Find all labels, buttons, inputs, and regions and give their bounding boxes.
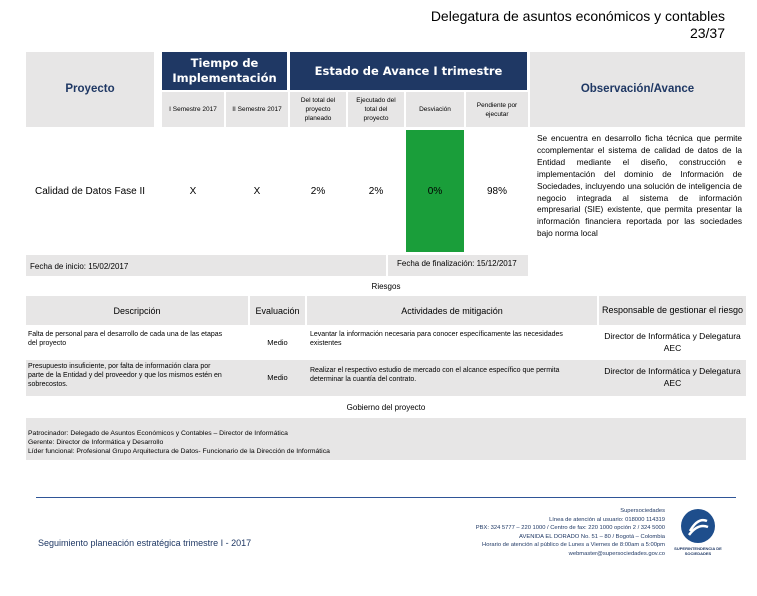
governance-sponsor: Patrocinador: Delegado de Asuntos Económicos y Contables – Director de Informática [28, 430, 288, 437]
footer-contact [420, 507, 665, 559]
sem1-header: I Semestre 2017 [162, 92, 224, 127]
risk-description-header: Descripción [26, 296, 248, 325]
logo-text: SUPERINTENDENCIA DE SOCIEDADES [674, 546, 722, 556]
risk-row-2-mitigation: Realizar el respectivo estudio de mercado con el alcance específico que permita determinar la cuantía del contrato. [310, 367, 560, 383]
document-header [431, 8, 725, 42]
status-header: Estado de Avance I trimestre [290, 52, 527, 90]
risk-responsible-header: Responsable de gestionar el riesgo [599, 296, 746, 325]
planned-header: Del total del proyecto planeado [290, 92, 346, 127]
supersociedades-logo-icon [681, 509, 715, 543]
risk-row-1-responsible: Director de Informática y Delegatura AEC [604, 331, 741, 353]
risk-evaluation-header: Evaluación [250, 296, 305, 325]
risks-title: Riesgos [26, 278, 746, 294]
observation-header: Observación/Avance [530, 52, 745, 127]
footer-pbx: PBX: 324 5777 – 220 1000 / Centro de fax: 220 1000 opción 2 / 324 5000 [475, 525, 665, 532]
risk-row-2-responsible: Director de Informática y Delegatura AEC [604, 366, 741, 388]
pending-header: Pendiente por ejecutar [466, 92, 528, 127]
deviation-cell: 0% [406, 130, 464, 252]
footer-line-attention: Línea de atención al usuario: 018000 114319 [549, 516, 665, 523]
end-date: Fecha de finalización: 15/12/2017 [397, 259, 517, 268]
pending-cell: 98% [466, 130, 528, 252]
sem1-cell: X [162, 130, 224, 252]
footer-address: AVENIDA EL DORADO No. 51 – 80 / Bogotá – Colombia [519, 533, 665, 540]
risk-row-2-description: Presupuesto insuficiente, por falta de información clara por parte de la Entidad y del proveedor y que los mismos estén en sobrecostos. [28, 363, 222, 388]
start-date: Fecha de inicio: 15/02/2017 [30, 262, 129, 271]
footer-org: Supersociedades [620, 508, 665, 514]
executed-header: Ejecutado del total del proyecto [348, 92, 404, 127]
risk-row-1-evaluation: Medio [267, 337, 288, 347]
governance-manager: Gerente: Director de Informática y Desarrollo [28, 439, 164, 446]
footer-rule [36, 497, 736, 498]
sem2-cell: X [226, 130, 288, 252]
footer-left: Seguimiento planeación estratégica trimestre I - 2017 [38, 538, 252, 548]
executed-cell: 2% [348, 130, 404, 252]
header-title: Delegatura de asuntos económicos y contables [430, 8, 725, 24]
risk-row-2-evaluation: Medio [267, 372, 288, 382]
observation-text: Se encuentra en desarrollo ficha técnica que permite ccomplementar el sistema de calidad de datos de la Entidad mediante el diseño, construcción e implementación del dominio de Información de Sociedades, incluyendo una solución de inteligencia de negocio integrada al sistema de información empresarial (SIE) existente, que permita presentar la información financiera reportada por las sociedades bajo norma local [537, 133, 742, 239]
governance-leader: Líder funcional: Profesional Grupo Arquitectura de Datos- Funcionario de la Dirección de Informática [28, 448, 330, 455]
project-header: Proyecto [26, 52, 154, 127]
planned-cell: 2% [290, 130, 346, 252]
footer-hours: Horario de atención al público de Lunes a Viernes de 8:00am a 5:00pm [482, 542, 665, 549]
page-number: 23/37 [689, 25, 725, 41]
risk-mitigation-header: Actividades de mitigación [307, 296, 597, 325]
governance-lines [28, 429, 728, 456]
logo-mark-icon [681, 509, 715, 543]
risk-row-1-mitigation: Levantar la información necesaria para conocer específicamente las necesidades existentes [310, 331, 563, 347]
footer-email: webmaster@supersociedades.gov.co [568, 550, 665, 557]
project-name-cell: Calidad de Datos Fase II [26, 130, 154, 252]
deviation-header: Desviación [406, 92, 464, 127]
sem2-header: II Semestre 2017 [226, 92, 288, 127]
risk-row-1-description: Falta de personal para el desarrollo de cada una de las etapas del proyecto [28, 330, 228, 360]
governance-title: Gobierno del proyecto [346, 403, 426, 412]
time-header: Tiempo de Implementación [162, 52, 287, 90]
